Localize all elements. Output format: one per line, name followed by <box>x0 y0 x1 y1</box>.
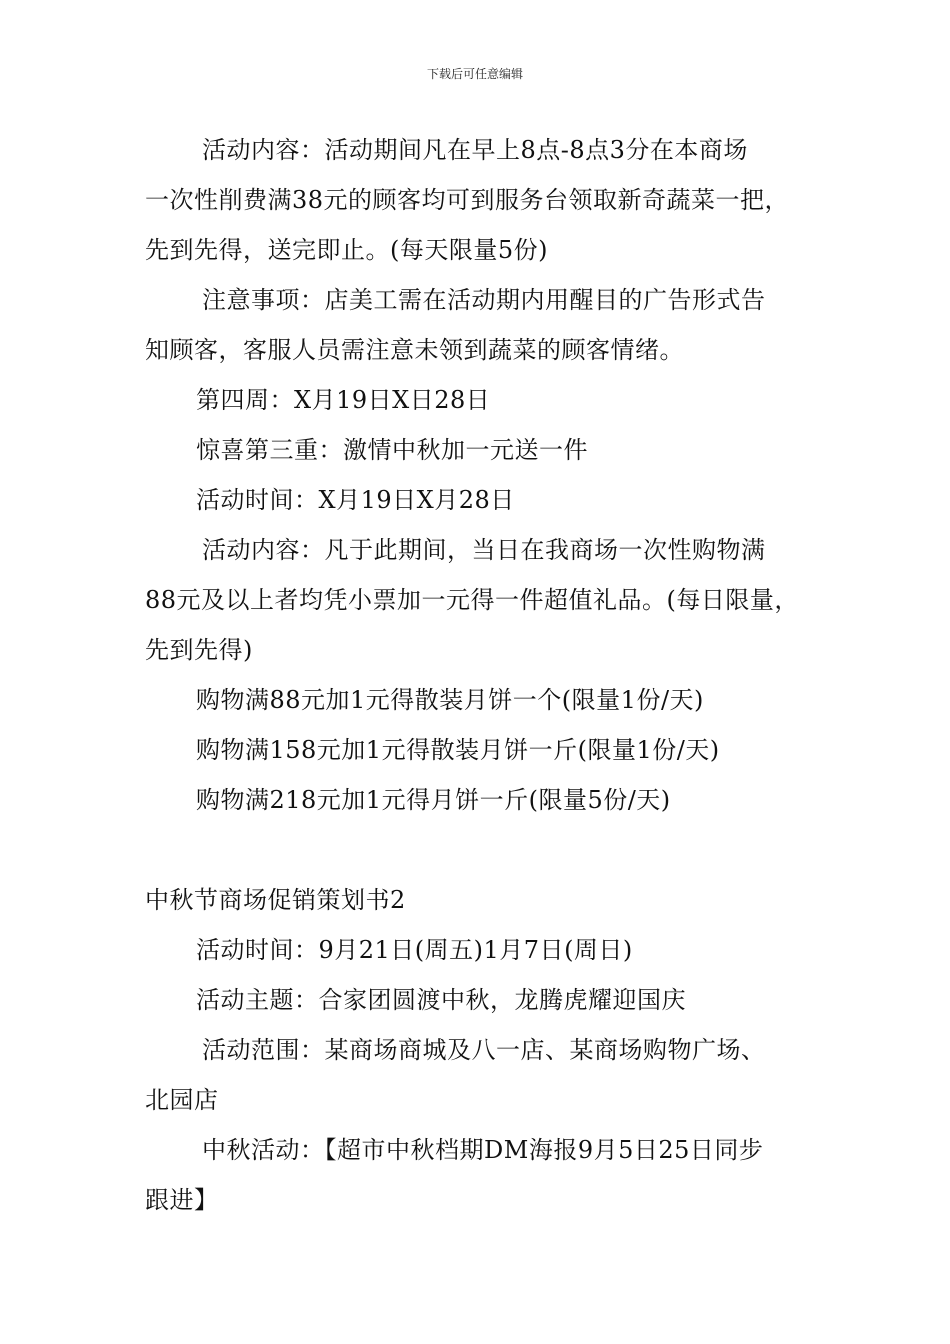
week-four-line: 第四周：X月19日X日28日 <box>196 386 491 414</box>
paragraph-activity-content2-line-3: 先到先得) <box>145 636 253 664</box>
paragraph-activity-content-line-3: 先到先得，送完即止。(每天限量5份) <box>145 236 548 264</box>
purchase-tier-88: 购物满88元加1元得散装月饼一个(限量1份/天) <box>196 686 704 714</box>
page-header: 下载后可任意编辑 <box>426 67 523 81</box>
purchase-tier-218: 购物满218元加1元得月饼一斤(限量5份/天) <box>196 786 671 814</box>
paragraph-activity-content-line-2: 一次性削费满38元的顾客均可到服务台领取新奇蔬菜一把， <box>145 186 790 214</box>
event-theme-line: 活动主题：合家团圆渡中秋，龙腾虎耀迎国庆 <box>196 986 686 1014</box>
surprise-three-line: 惊喜第三重：激情中秋加一元送一件 <box>196 436 588 464</box>
paragraph-activity-content-line-1: 活动内容：活动期间凡在早上8点-8点3分在本商场 <box>202 136 748 164</box>
mid-autumn-activity-line-1: 中秋活动：【超市中秋档期DM海报9月5日25日同步 <box>202 1136 764 1164</box>
paragraph-activity-content2-line-2: 88元及以上者均凭小票加一元得一件超值礼品。(每日限量， <box>145 586 799 614</box>
purchase-tier-158: 购物满158元加1元得散装月饼一斤(限量1份/天) <box>196 736 720 764</box>
event-time-line: 活动时间：9月21日(周五)1月7日(周日) <box>196 936 633 964</box>
event-scope-line-2: 北园店 <box>145 1086 219 1114</box>
event-scope-line-1: 活动范围：某商场商城及八一店、某商场购物广场、 <box>202 1036 766 1064</box>
paragraph-activity-content2-line-1: 活动内容：凡于此期间，当日在我商场一次性购物满 <box>202 536 766 564</box>
paragraph-notes-line-1: 注意事项：店美工需在活动期内用醒目的广告形式告 <box>202 286 766 314</box>
mid-autumn-activity-line-2: 跟进】 <box>145 1186 219 1214</box>
paragraph-notes-line-2: 知顾客，客服人员需注意未领到蔬菜的顾客情绪。 <box>145 336 684 364</box>
activity-time-line: 活动时间：X月19日X月28日 <box>196 486 515 514</box>
section-title: 中秋节商场促销策划书2 <box>145 886 406 914</box>
